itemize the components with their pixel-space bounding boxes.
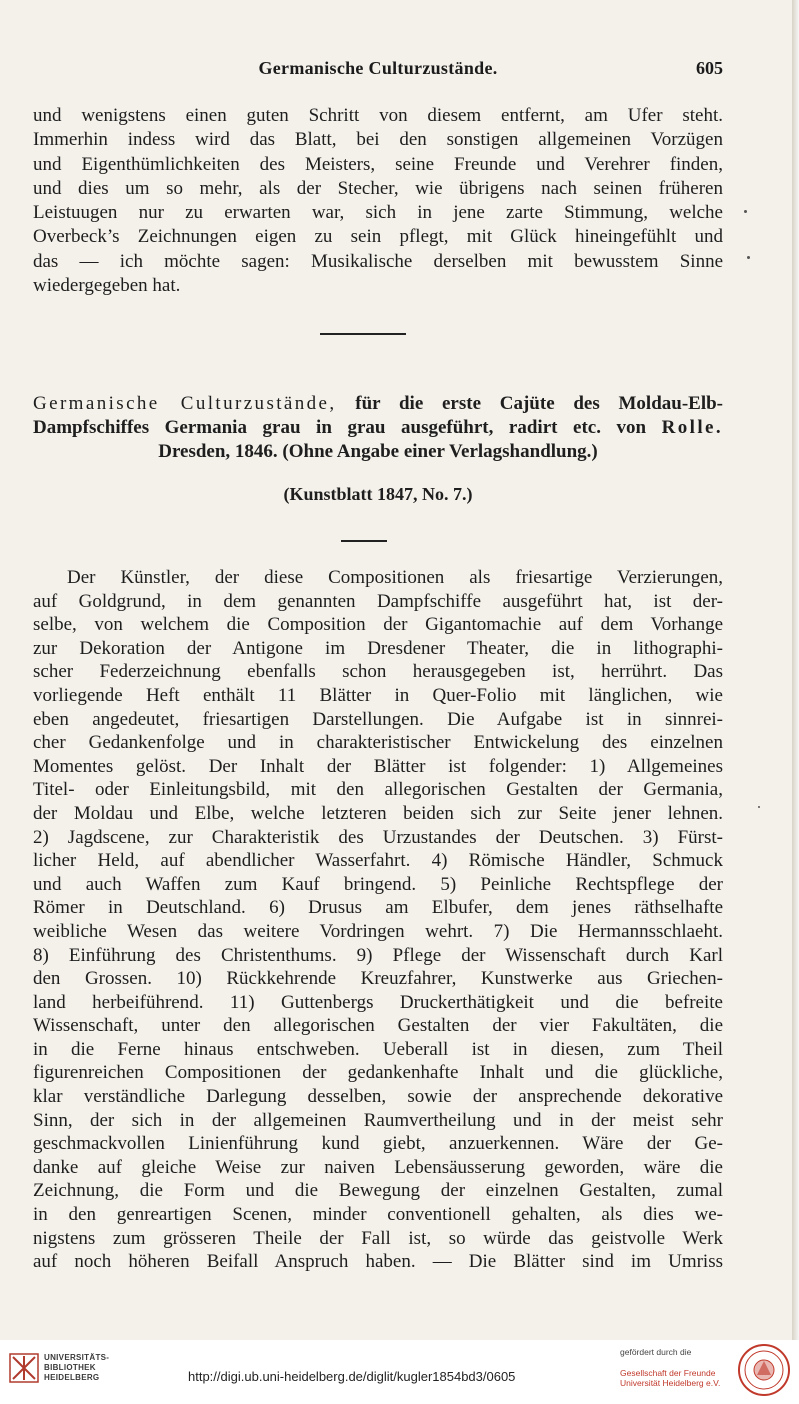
text-line: figurenreichen Compositionen der gedankenhafte Inhalt und die glückliche, bbox=[33, 1062, 723, 1084]
heading-artist-spaced: Rolle. bbox=[661, 417, 724, 438]
text-line: selbe, von welchem die Composition der Gigantomachie auf dem Vorhange bbox=[33, 614, 723, 636]
text-line: Römer in Deutschland. 6) Drusus am Elbufer, dem jenes räthselhafte bbox=[33, 897, 723, 919]
text-line: Overbeck’s Zeichnungen eigen zu sein pflegt, mit Glück hineingefühlt und bbox=[33, 226, 723, 248]
text-line: 8) Einführung des Christenthums. 9) Pflege der Wissenschaft durch Karl bbox=[33, 944, 723, 966]
text-line: eben angedeutet, friesartigen Darstellungen. Die Aufgabe ist in sinnrei- bbox=[33, 708, 723, 730]
heading-line-1 bbox=[33, 392, 723, 416]
paragraph-2 bbox=[33, 566, 723, 1274]
text-line: danke auf gleiche Weise zur naiven Lebensäusserung geworden, wäre die bbox=[33, 1156, 723, 1178]
ub-heidelberg-logo-icon bbox=[9, 1353, 39, 1383]
scan-speck bbox=[758, 806, 760, 808]
society-line: Gesellschaft der Freunde bbox=[620, 1368, 716, 1378]
short-divider bbox=[341, 540, 387, 542]
university-seal-icon bbox=[737, 1343, 791, 1397]
institution-line: BIBLIOTHEK bbox=[44, 1363, 96, 1372]
running-title: Germanische Culturzustände. bbox=[258, 58, 498, 78]
text-line: land herbeiführend. 11) Guttenbergs Druckerthätigkeit und die befreite bbox=[33, 991, 723, 1013]
text-line: Titel- oder Einleitungsbild, mit den allegorischen Gestalten der Germania, bbox=[33, 779, 723, 801]
funded-by-label: gefördert durch die bbox=[620, 1347, 692, 1357]
section-divider bbox=[320, 333, 406, 335]
text-line: 2) Jagdscene, zur Charakteristik des Urzustandes der Deutschen. 3) Fürst- bbox=[33, 826, 723, 848]
scan-speck bbox=[744, 210, 747, 213]
institution-name bbox=[44, 1353, 109, 1383]
heading-title-spaced: Germanische Culturzustände, bbox=[33, 393, 337, 414]
text-line: nigstens zum grösseren Theile der Fall ist, so würde das geistvolle Werk bbox=[33, 1227, 723, 1249]
text-line: Sinn, der sich in der allgemeinen Raumvertheilung und in der meist sehr bbox=[33, 1109, 723, 1131]
text-line: Momentes gelöst. Der Inhalt der Blätter ist folgender: 1) Allgemeines bbox=[33, 755, 723, 777]
text-line: Leistuugen nur zu erwarten war, sich in jene zarte Stimmung, welche bbox=[33, 202, 723, 224]
institution-line: UNIVERSITÄTS- bbox=[44, 1353, 110, 1362]
permalink-url[interactable]: http://digi.ub.uni-heidelberg.de/diglit/kugler1854bd3/0605 bbox=[188, 1369, 516, 1384]
text-line: vorliegende Heft enthält 11 Blätter in Quer-Folio mit länglichen, wie bbox=[33, 684, 723, 706]
text-line: zur Dekoration der Antigone im Dresdener Theater, die in lithographi- bbox=[33, 637, 723, 659]
text-line: Der Künstler, der diese Compositionen als friesartige Verzierungen, bbox=[67, 567, 723, 588]
text-line: und auch Waffen zum Kauf bringend. 5) Peinliche Rechtspflege der bbox=[33, 873, 723, 895]
page-edge bbox=[792, 0, 799, 1340]
text-line: das — ich möchte sagen: Musikalische derselben mit bewusstem Sinne bbox=[33, 250, 723, 272]
section-heading bbox=[33, 392, 723, 464]
footer-bar bbox=[0, 1340, 799, 1404]
page-number: 605 bbox=[696, 58, 723, 78]
text-line: Immerhin indess wird das Blatt, bei den sonstigen allgemeinen Vorzügen bbox=[33, 129, 723, 151]
text-line: geschmackvollen Linienführung kund giebt, anzuerkennen. Wäre der Ge- bbox=[33, 1133, 723, 1155]
text-line: wiedergegeben hat. bbox=[33, 275, 181, 297]
text-line: Zeichnung, die Form und die Bewegung der einzelnen Gestalten, zumal bbox=[33, 1180, 723, 1202]
text-line: den Grossen. 10) Rückkehrende Kreuzfahrer, Kunstwerke aus Griechen- bbox=[33, 968, 723, 990]
text-line: licher Held, auf abendlicher Wasserfahrt. 4) Römische Händler, Schmuck bbox=[33, 850, 723, 872]
heading-line-2-start: Dampfschiffes Germania grau in grau ausgeführt, radirt etc. von bbox=[33, 417, 647, 438]
text-line: weibliche Wesen das weitere Vordringen wehrt. 7) Die Hermannsschlaeht. bbox=[33, 920, 723, 942]
text-line: klar verständliche Darlegung desselben, sowie der ansprechende dekorative bbox=[33, 1086, 723, 1108]
society-name bbox=[620, 1368, 720, 1388]
heading-line-1-rest: für die erste Cajüte des Moldau-Elb- bbox=[355, 393, 724, 414]
scan-speck bbox=[747, 256, 750, 259]
citation: (Kunstblatt 1847, No. 7.) bbox=[283, 484, 473, 504]
text-line: und wenigstens einen guten Schritt von diesem entfernt, am Ufer steht. bbox=[33, 105, 723, 126]
text-line: und Eigenthümlichkeiten des Meisters, seine Freunde und Verehrer finden, bbox=[33, 153, 723, 175]
text-line: Wissenschaft, unter den allegorischen Gestalten der vier Fakultäten, die bbox=[33, 1015, 723, 1037]
heading-line-3: Dresden, 1846. (Ohne Angabe einer Verlagshandlung.) bbox=[158, 441, 598, 462]
text-line: in die Ferne hinaus entschweben. Ueberall ist in diesen, zum Theil bbox=[33, 1038, 723, 1060]
text-line: scher Federzeichnung ebenfalls schon herausgegeben ist, herrührt. Das bbox=[33, 661, 723, 683]
society-line: Universität Heidelberg e.V. bbox=[620, 1378, 721, 1388]
text-line: der Moldau und Elbe, welche letzteren beiden sich zur Seite jener lehnen. bbox=[33, 802, 723, 824]
text-line: und dies um so mehr, als der Stecher, wie übrigens nach seinen früheren bbox=[33, 177, 723, 199]
text-line: auf noch höheren Beifall Anspruch haben. — Die Blätter sind im Umriss bbox=[33, 1251, 723, 1273]
heading-line-2 bbox=[33, 416, 723, 440]
text-line: in den genreartigen Scenen, minder conventionell gehalten, als dies we- bbox=[33, 1204, 723, 1226]
running-head bbox=[33, 58, 723, 84]
paragraph-1 bbox=[33, 104, 723, 298]
institution-line: HEIDELBERG bbox=[44, 1373, 100, 1382]
text-line: auf Goldgrund, in dem genannten Dampfschiffe ausgeführt hat, ist der- bbox=[33, 590, 723, 612]
text-line: cher Gedankenfolge und in charakteristischer Entwickelung des einzelnen bbox=[33, 732, 723, 754]
